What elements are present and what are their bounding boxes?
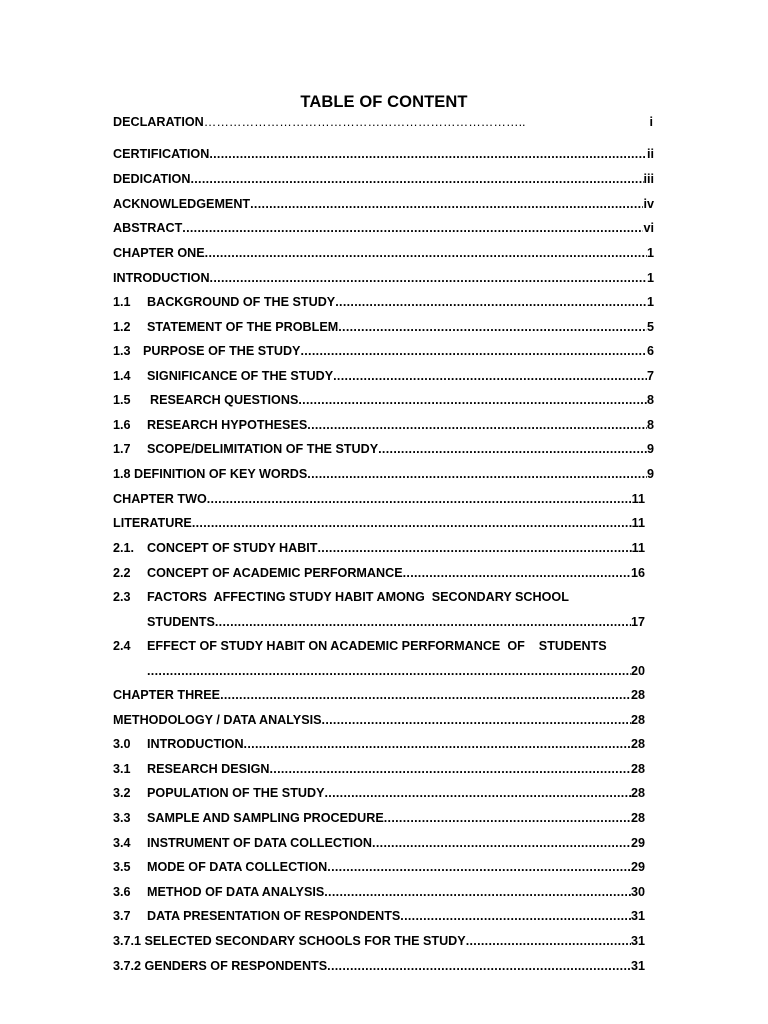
toc-entry-page: 11 (631, 541, 645, 555)
toc-entry-leader (324, 884, 631, 900)
toc-entry-label: STUDENTS (147, 615, 215, 629)
toc-entry-page: 31 (630, 934, 645, 948)
toc-entry-label: CHAPTER THREE (113, 688, 221, 702)
toc-entry-leader (322, 712, 631, 728)
toc-entry-number: 1.4 (113, 369, 131, 383)
toc-entry (113, 908, 645, 924)
toc-entry-leader (372, 835, 631, 851)
toc-entry-leader (307, 417, 647, 433)
toc-entry-page: 1 (646, 246, 654, 260)
toc-entry-page: 28 (630, 811, 645, 825)
toc-entry-number: 2.4 (113, 639, 131, 653)
toc-entry-page: 8 (646, 393, 654, 407)
toc-entry-page: 29 (630, 860, 645, 874)
toc-entry (113, 958, 645, 974)
toc-entry (113, 933, 645, 949)
toc-entry-label: CONCEPT OF STUDY HABIT (147, 541, 318, 555)
toc-entry-label: FACTORS AFFECTING STUDY HABIT AMONG SECONDARY SCHOOL (147, 590, 569, 604)
toc-entry (113, 171, 654, 187)
toc-entry-label: EFFECT OF STUDY HABIT ON ACADEMIC PERFORMANCE OF STUDENTS (147, 639, 607, 653)
toc-entry-label: DATA PRESENTATION OF RESPONDENTS (147, 909, 401, 923)
toc-entry (113, 220, 654, 236)
toc-entry-leader (318, 540, 632, 556)
toc-entry-leader (466, 933, 631, 949)
toc-entry (113, 466, 654, 482)
toc-entry-label: INTRODUCTION (113, 271, 210, 285)
toc-entry-leader (192, 515, 632, 531)
toc-entry (113, 736, 645, 752)
toc-entry-number: 1.6 (113, 418, 131, 432)
toc-entry (113, 491, 645, 507)
toc-entry-leader (210, 270, 647, 286)
toc-entry-page: 28 (630, 737, 645, 751)
toc-entry (113, 270, 654, 286)
toc-entry (113, 441, 654, 457)
toc-entry-label: ABSTRACT (113, 221, 183, 235)
toc-entry (113, 712, 645, 728)
toc-entry-leader: ………………………………………………………………….. (203, 115, 526, 129)
toc-entry-page: 20 (630, 664, 645, 678)
toc-entry-label: CERTIFICATION (113, 147, 210, 161)
toc-entry (113, 417, 654, 433)
toc-entry-leader (147, 663, 631, 679)
toc-entry-number: 3.6 (113, 885, 131, 899)
toc-entry-label: RESEARCH HYPOTHESES (147, 418, 308, 432)
toc-entry-leader (182, 220, 643, 236)
toc-entry-leader (300, 343, 647, 359)
toc-entry-label: METHODOLOGY / DATA ANALYSIS (113, 713, 322, 727)
toc-entry-label: STATEMENT OF THE PROBLEM (147, 320, 339, 334)
toc-entry-page: 7 (646, 369, 654, 383)
toc-entry-page: 8 (646, 418, 654, 432)
toc-entry-leader (205, 245, 647, 261)
toc-entry (113, 565, 645, 581)
toc-entry-label: CHAPTER TWO (113, 492, 207, 506)
toc-entry-label: RESEARCH QUESTIONS (150, 393, 299, 407)
page-title: TABLE OF CONTENT (300, 93, 468, 111)
toc-entry-page: 6 (646, 344, 654, 358)
toc-entry (113, 785, 645, 801)
toc-entry-number: 3.4 (113, 836, 131, 850)
toc-entry-page: 1 (646, 271, 654, 285)
toc-entry-leader (250, 196, 643, 212)
toc-entry (113, 114, 653, 130)
toc-entry-label: CHAPTER ONE (113, 246, 205, 260)
toc-entry-number: 2.1. (113, 541, 135, 555)
toc-entry-page: vi (643, 221, 654, 235)
toc-entry-page: ii (647, 147, 654, 161)
toc-entry-number: 1.3 (113, 344, 131, 358)
toc-entry-leader (333, 368, 647, 384)
toc-entry (113, 245, 654, 261)
toc-entry-label: MODE OF DATA COLLECTION (147, 860, 328, 874)
toc-entry (113, 687, 645, 703)
toc-entry-leader (403, 565, 631, 581)
toc-entry-number: 3.2 (113, 786, 131, 800)
toc-entry (113, 392, 654, 408)
toc-entry-page: 9 (646, 442, 654, 456)
toc-entry-leader (338, 319, 647, 335)
toc-entry-leader (324, 785, 631, 801)
toc-entry (113, 589, 645, 605)
toc-entry-label: 1.8 DEFINITION OF KEY WORDS (113, 467, 308, 481)
toc-entry-label: PURPOSE OF THE STUDY (143, 344, 301, 358)
toc-entry-number: 1.7 (113, 442, 131, 456)
toc-entry-leader (327, 859, 631, 875)
toc-entry-leader (307, 466, 647, 482)
toc-entry (113, 761, 645, 777)
toc-entry-leader (378, 441, 647, 457)
toc-entry-label: DECLARATION (113, 115, 204, 129)
toc-entry-number: 1.5 (113, 393, 131, 407)
toc-entry-number: 1.2 (113, 320, 131, 334)
toc-entry-label: INSTRUMENT OF DATA COLLECTION (147, 836, 373, 850)
toc-entry (113, 343, 654, 359)
toc-entry-leader (384, 810, 631, 826)
toc-entry (113, 638, 645, 654)
toc-entry-leader (190, 171, 643, 187)
toc-entry-page: i (649, 115, 653, 129)
toc-entry-page: 31 (630, 909, 645, 923)
toc-entry-leader (400, 908, 631, 924)
toc-entry-leader (269, 761, 631, 777)
toc-entry-number: 3.1 (113, 762, 131, 776)
toc-entry-label: SCOPE/DELIMITATION OF THE STUDY (147, 442, 379, 456)
toc-entry-page: iii (643, 172, 654, 186)
toc-entry-page: 5 (646, 320, 654, 334)
toc-entry-page: 17 (630, 615, 645, 629)
toc-entry-page: iv (643, 197, 654, 211)
toc-entry-label: POPULATION OF THE STUDY (147, 786, 325, 800)
toc-entry-page: 28 (630, 688, 645, 702)
toc-entry-number: 3.7 (113, 909, 131, 923)
toc-entry-label: 3.7.2 GENDERS OF RESPONDENTS (113, 959, 328, 973)
toc-entry-label: ACKNOWLEDGEMENT (113, 197, 251, 211)
toc-entry-page: 11 (631, 492, 645, 506)
toc-entry-label: RESEARCH DESIGN (147, 762, 270, 776)
toc-entry-number: 3.0 (113, 737, 131, 751)
toc-entry-label: LITERATURE (113, 516, 192, 530)
toc-entry-label: INTRODUCTION (147, 737, 244, 751)
toc-entry (113, 859, 645, 875)
toc-entry (113, 884, 645, 900)
toc-entry-leader (209, 146, 647, 162)
toc-entry (113, 146, 654, 162)
toc-entry-label: 3.7.1 SELECTED SECONDARY SCHOOLS FOR THE STUDY (113, 934, 466, 948)
toc-entry-label: DEDICATION (113, 172, 191, 186)
toc-entry (147, 614, 645, 630)
toc-entry-page: 28 (630, 762, 645, 776)
toc-entry-number: 1.1 (113, 295, 131, 309)
toc-entry (113, 319, 654, 335)
toc-entry-leader (215, 614, 631, 630)
toc-entry-number: 3.5 (113, 860, 131, 874)
toc-entry (113, 196, 654, 212)
toc-entry-label: CONCEPT OF ACADEMIC PERFORMANCE (147, 566, 403, 580)
toc-entry-page: 31 (630, 959, 645, 973)
toc-entry-leader (327, 958, 631, 974)
toc-entry (113, 810, 645, 826)
toc-entry-leader (220, 687, 631, 703)
toc-entry-number: 3.3 (113, 811, 131, 825)
toc-entry-number: 2.2 (113, 566, 131, 580)
toc-entry-number: 2.3 (113, 590, 131, 604)
toc-entry (113, 540, 645, 556)
toc-entry-leader (298, 392, 647, 408)
toc-entry-page: 28 (630, 713, 645, 727)
toc-entry (113, 515, 645, 531)
toc-entry-leader (207, 491, 632, 507)
toc-entry (147, 663, 645, 679)
toc-entry-label: BACKGROUND OF THE STUDY (147, 295, 336, 309)
toc-entry-page: 9 (646, 467, 654, 481)
toc-entry-page: 11 (631, 516, 645, 530)
toc-entry (113, 368, 654, 384)
toc-entry (113, 835, 645, 851)
toc-entry-label: SIGNIFICANCE OF THE STUDY (147, 369, 334, 383)
toc-entry-leader (335, 294, 647, 310)
toc-entry-page: 28 (630, 786, 645, 800)
toc-entry (113, 294, 654, 310)
toc-entry-page: 16 (630, 566, 645, 580)
toc-entry-page: 29 (630, 836, 645, 850)
toc-entry-label: SAMPLE AND SAMPLING PROCEDURE (147, 811, 384, 825)
toc-entry-page: 30 (630, 885, 645, 899)
toc-entry-label: METHOD OF DATA ANALYSIS (147, 885, 325, 899)
toc-entry-page: 1 (646, 295, 654, 309)
toc-entry-leader (244, 736, 631, 752)
